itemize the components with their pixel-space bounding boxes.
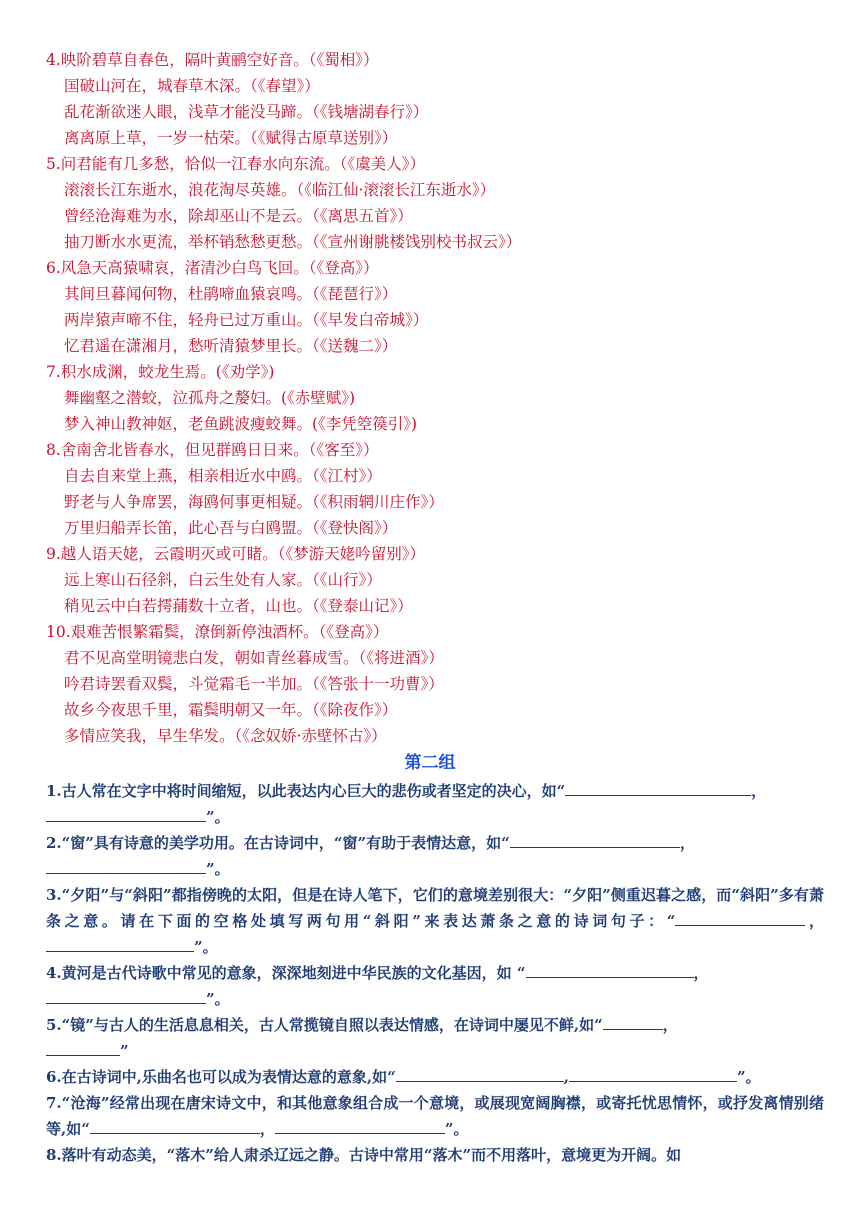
poem-group-first-line: 6.风急天高猿啸哀，渚清沙白鸟飞回。（《登高》）: [46, 259, 379, 277]
answer-blank-4a[interactable]: [526, 961, 694, 978]
poem-line: 万里归船弄长笛，此心吾与白鸥盟。（《登快阁》）: [64, 519, 398, 537]
poem-line: 稍见云中白若摴蒱数十立者，山也。（《登泰山记》）: [64, 597, 413, 615]
poem-group-first-line: 7.积水成渊，蛟龙生焉。(《劝学》): [46, 363, 275, 381]
poem-line: 其间旦暮闻何物，杜鹃啼血猿哀鸣。（《琵琶行》）: [64, 285, 398, 303]
poem-line: 乱花渐欲迷人眼，浅草才能没马蹄。（《钱塘湖春行》）: [64, 103, 429, 121]
poem-group-first-line: 8.舍南舍北皆春水，但见群鸥日日来。（《客至》）: [46, 441, 379, 459]
poem-line: 国破山河在，城春草木深。（《春望》）: [64, 77, 320, 95]
poem-line: 远上寒山石径斜，白云生处有人家。（《山行》）: [64, 571, 382, 589]
answer-blank-5b[interactable]: [46, 1039, 120, 1056]
question-5: 5.“镜”与古人的生活息息相关，古人常揽镜自照以表达情感，在诗词中屡见不鲜,如“ ， ”: [46, 1012, 824, 1064]
poem-line: 舞幽壑之潜蛟，泣孤舟之嫠妇。(《赤壁赋》): [64, 389, 356, 407]
answer-blank-3b[interactable]: [46, 935, 194, 952]
poem-line: 君不见高堂明镜悲白发，朝如青丝暮成雪。（《将进酒》）: [64, 649, 444, 667]
poem-line: 野老与人争席罢，海鸥何事更相疑。（《积雨辋川庄作》）: [64, 493, 444, 511]
answer-blank-7b[interactable]: [275, 1117, 445, 1134]
question-7: 7.“沧海”经常出现在唐宋诗文中，和其他意象组合成一个意境，或展现宽阔胸襟，或寄托忧思情怀，或抒发离情别绪等,如“ ， ”。: [46, 1094, 824, 1138]
answer-blank-3a[interactable]: [675, 909, 805, 926]
question-1-text: 1.古人常在文字中将时间缩短，以此表达内心巨大的悲伤或者坚定的决心，如“: [46, 782, 566, 800]
poem-line: 离离原上草，一岁一枯荣。（《赋得古原草送别》）: [64, 129, 398, 147]
question-2-text: 2.“窗”具有诗意的美学功用。在古诗词中，“窗”有助于表情达意，如“: [46, 834, 510, 852]
question-4-text: 4.黄河是古代诗歌中常见的意象，深深地刻进中华民族的文化基因，如 “: [46, 964, 526, 982]
question-7-text: 7.“沧海”经常出现在唐宋诗文中，和其他意象组合成一个意境，或展现宽阔胸襟，或寄托忧思情怀，或抒发离情别绪等,如“: [46, 1094, 824, 1138]
question-8: [46, 1142, 824, 1168]
poem-line: 曾经沧海难为水，除却巫山不是云。（《离思五首》）: [64, 207, 413, 225]
question-6-text: 6.在古诗词中,乐曲名也可以成为表情达意的意象,如“: [46, 1068, 396, 1086]
answer-blank-7a[interactable]: [90, 1117, 260, 1134]
answer-blank-2a[interactable]: [510, 831, 680, 848]
poem-line: 滚滚长江东逝水，浪花淘尽英雄。（《临江仙·滚滚长江东逝水》）: [64, 181, 496, 199]
answer-blank-6a[interactable]: [396, 1065, 564, 1082]
question-2: 2.“窗”具有诗意的美学功用。在古诗词中，“窗”有助于表情达意，如“ ， ”。: [46, 830, 824, 882]
question-4: 4.黄河是古代诗歌中常见的意象，深深地刻进中华民族的文化基因，如 “ ， ”。: [46, 960, 824, 1012]
poem-line: 两岸猿声啼不住，轻舟已过万重山。（《早发白帝城》）: [64, 311, 429, 329]
question-8-text: 8.落叶有动态美，“落木”给人肃杀辽远之静。古诗中常用“落木”而不用落叶，意境更为开阔。如: [46, 1146, 682, 1164]
poem-line: 自去自来堂上燕，相亲相近水中鸥。（《江村》）: [64, 467, 382, 485]
answer-blank-2b[interactable]: [46, 857, 206, 874]
poem-group-first-line: 5.问君能有几多愁，恰似一江春水向东流。（《虞美人》）: [46, 155, 426, 173]
group2-heading: 第二组: [404, 753, 456, 773]
poem-line: 吟君诗罢看双鬓，斗觉霜毛一半加。（《答张十一功曹》）: [64, 675, 444, 693]
poem-line: 梦入神山教神妪，老鱼跳波瘦蛟舞。(《李凭箜篌引》): [64, 415, 418, 433]
answer-blank-1b[interactable]: [46, 805, 206, 822]
answer-blank-5a[interactable]: [603, 1013, 663, 1030]
question-3-text: 3.“夕阳”与“斜阳”都指傍晚的太阳，但是在诗人笔下，它们的意境差别很大：“夕阳”侧重迟暮之感，而“斜阳”多有萧条之意。请在下面的空格处填写两句用“斜阳”来表达萧条之意的诗词句子：“: [46, 886, 824, 930]
poem-group-first-line: 4.映阶碧草自春色，隔叶黄鹂空好音。（《蜀相》）: [46, 51, 379, 69]
poem-group-first-line: 9.越人语天姥，云霞明灭或可睹。（《梦游天姥吟留别》）: [46, 545, 426, 563]
poem-line: 多情应笑我，早生华发。（《念奴娇·赤壁怀古》）: [64, 727, 387, 745]
poem-line: 抽刀断水水更流，举杯销愁愁更愁。（《宣州谢朓楼饯别校书叔云》）: [64, 233, 522, 251]
question-5-text: 5.“镜”与古人的生活息息相关，古人常揽镜自照以表达情感，在诗词中屡见不鲜,如“: [46, 1016, 603, 1034]
poem-group-first-line: 10.艰难苦恨繁霜鬓，潦倒新停浊酒杯。（《登高》）: [46, 623, 389, 641]
answer-blank-6b[interactable]: [569, 1065, 737, 1082]
answer-blank-1a[interactable]: [565, 779, 751, 796]
poem-line: 忆君遥在潇湘月，愁听清猿梦里长。（《送魏二》）: [64, 337, 398, 355]
poem-line: 故乡今夜思千里，霜鬓明朝又一年。（《除夜作》）: [64, 701, 398, 719]
answer-blank-4b[interactable]: [46, 987, 206, 1004]
question-3: 3.“夕阳”与“斜阳”都指傍晚的太阳，但是在诗人笔下，它们的意境差别很大：“夕阳”侧重迟暮之感，而“斜阳”多有萧条之意。请在下面的空格处填写两句用“斜阳”来表达萧条之意的诗词句子：“ ，”。: [46, 886, 824, 956]
question-6: 6.在古诗词中,乐曲名也可以成为表情达意的意象,如“ , ”。: [46, 1064, 824, 1090]
question-1: 1.古人常在文字中将时间缩短，以此表达内心巨大的悲伤或者坚定的决心，如“ ， ”。: [46, 778, 824, 830]
